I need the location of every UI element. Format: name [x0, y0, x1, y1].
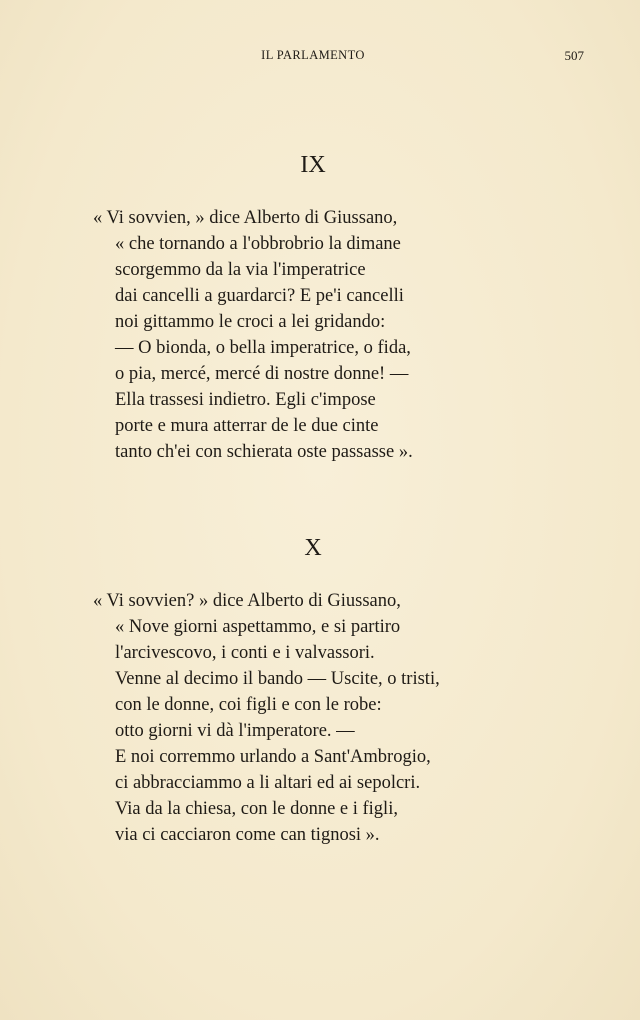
verse-line: dai cancelli a guardarci? E pe'i cancelli [115, 286, 404, 306]
verse-line: tanto ch'ei con schierata oste passasse ». [115, 442, 413, 462]
verse-line: Via da la chiesa, con le donne e i figli, [115, 799, 398, 819]
verse-line: via ci cacciaron come can tignosi ». [115, 825, 380, 845]
verse-line: Ella trassesi indietro. Egli c'impose [115, 390, 376, 410]
section-numeral: IX [300, 152, 326, 178]
verse-line: — O bionda, o bella imperatrice, o fida, [115, 338, 411, 358]
verse-line: l'arcivescovo, i conti e i valvassori. [115, 643, 375, 663]
verse-line: otto giorni vi dà l'imperatore. — [115, 721, 355, 741]
running-title: IL PARLAMENTO [261, 48, 365, 62]
verse-line: « Vi sovvien? » dice Alberto di Giussano, [93, 591, 401, 611]
verse-line: scorgemmo da la via l'imperatrice [115, 260, 366, 280]
verse-line: porte e mura atterrar de le due cinte [115, 416, 379, 436]
verse-line: noi gittammo le croci a lei gridando: [115, 312, 386, 332]
verse-line: « che tornando a l'obbrobrio la dimane [115, 234, 401, 254]
page-number: 507 [564, 48, 584, 63]
verse-line: ci abbracciammo a li altari ed ai sepolcri. [115, 773, 421, 793]
verse-line: « Vi sovvien, » dice Alberto di Giussano, [93, 208, 398, 228]
verse-line: Venne al decimo il bando — Uscite, o tristi, [115, 669, 440, 689]
verse-line: o pia, mercé, mercé di nostre donne! — [115, 364, 409, 384]
verse-line: E noi corremmo urlando a Sant'Ambrogio, [115, 747, 431, 767]
verse-line: con le donne, coi figli e con le robe: [115, 695, 382, 715]
section-numeral: X [304, 535, 322, 561]
verse-line: « Nove giorni aspettammo, e si partiro [115, 617, 401, 637]
